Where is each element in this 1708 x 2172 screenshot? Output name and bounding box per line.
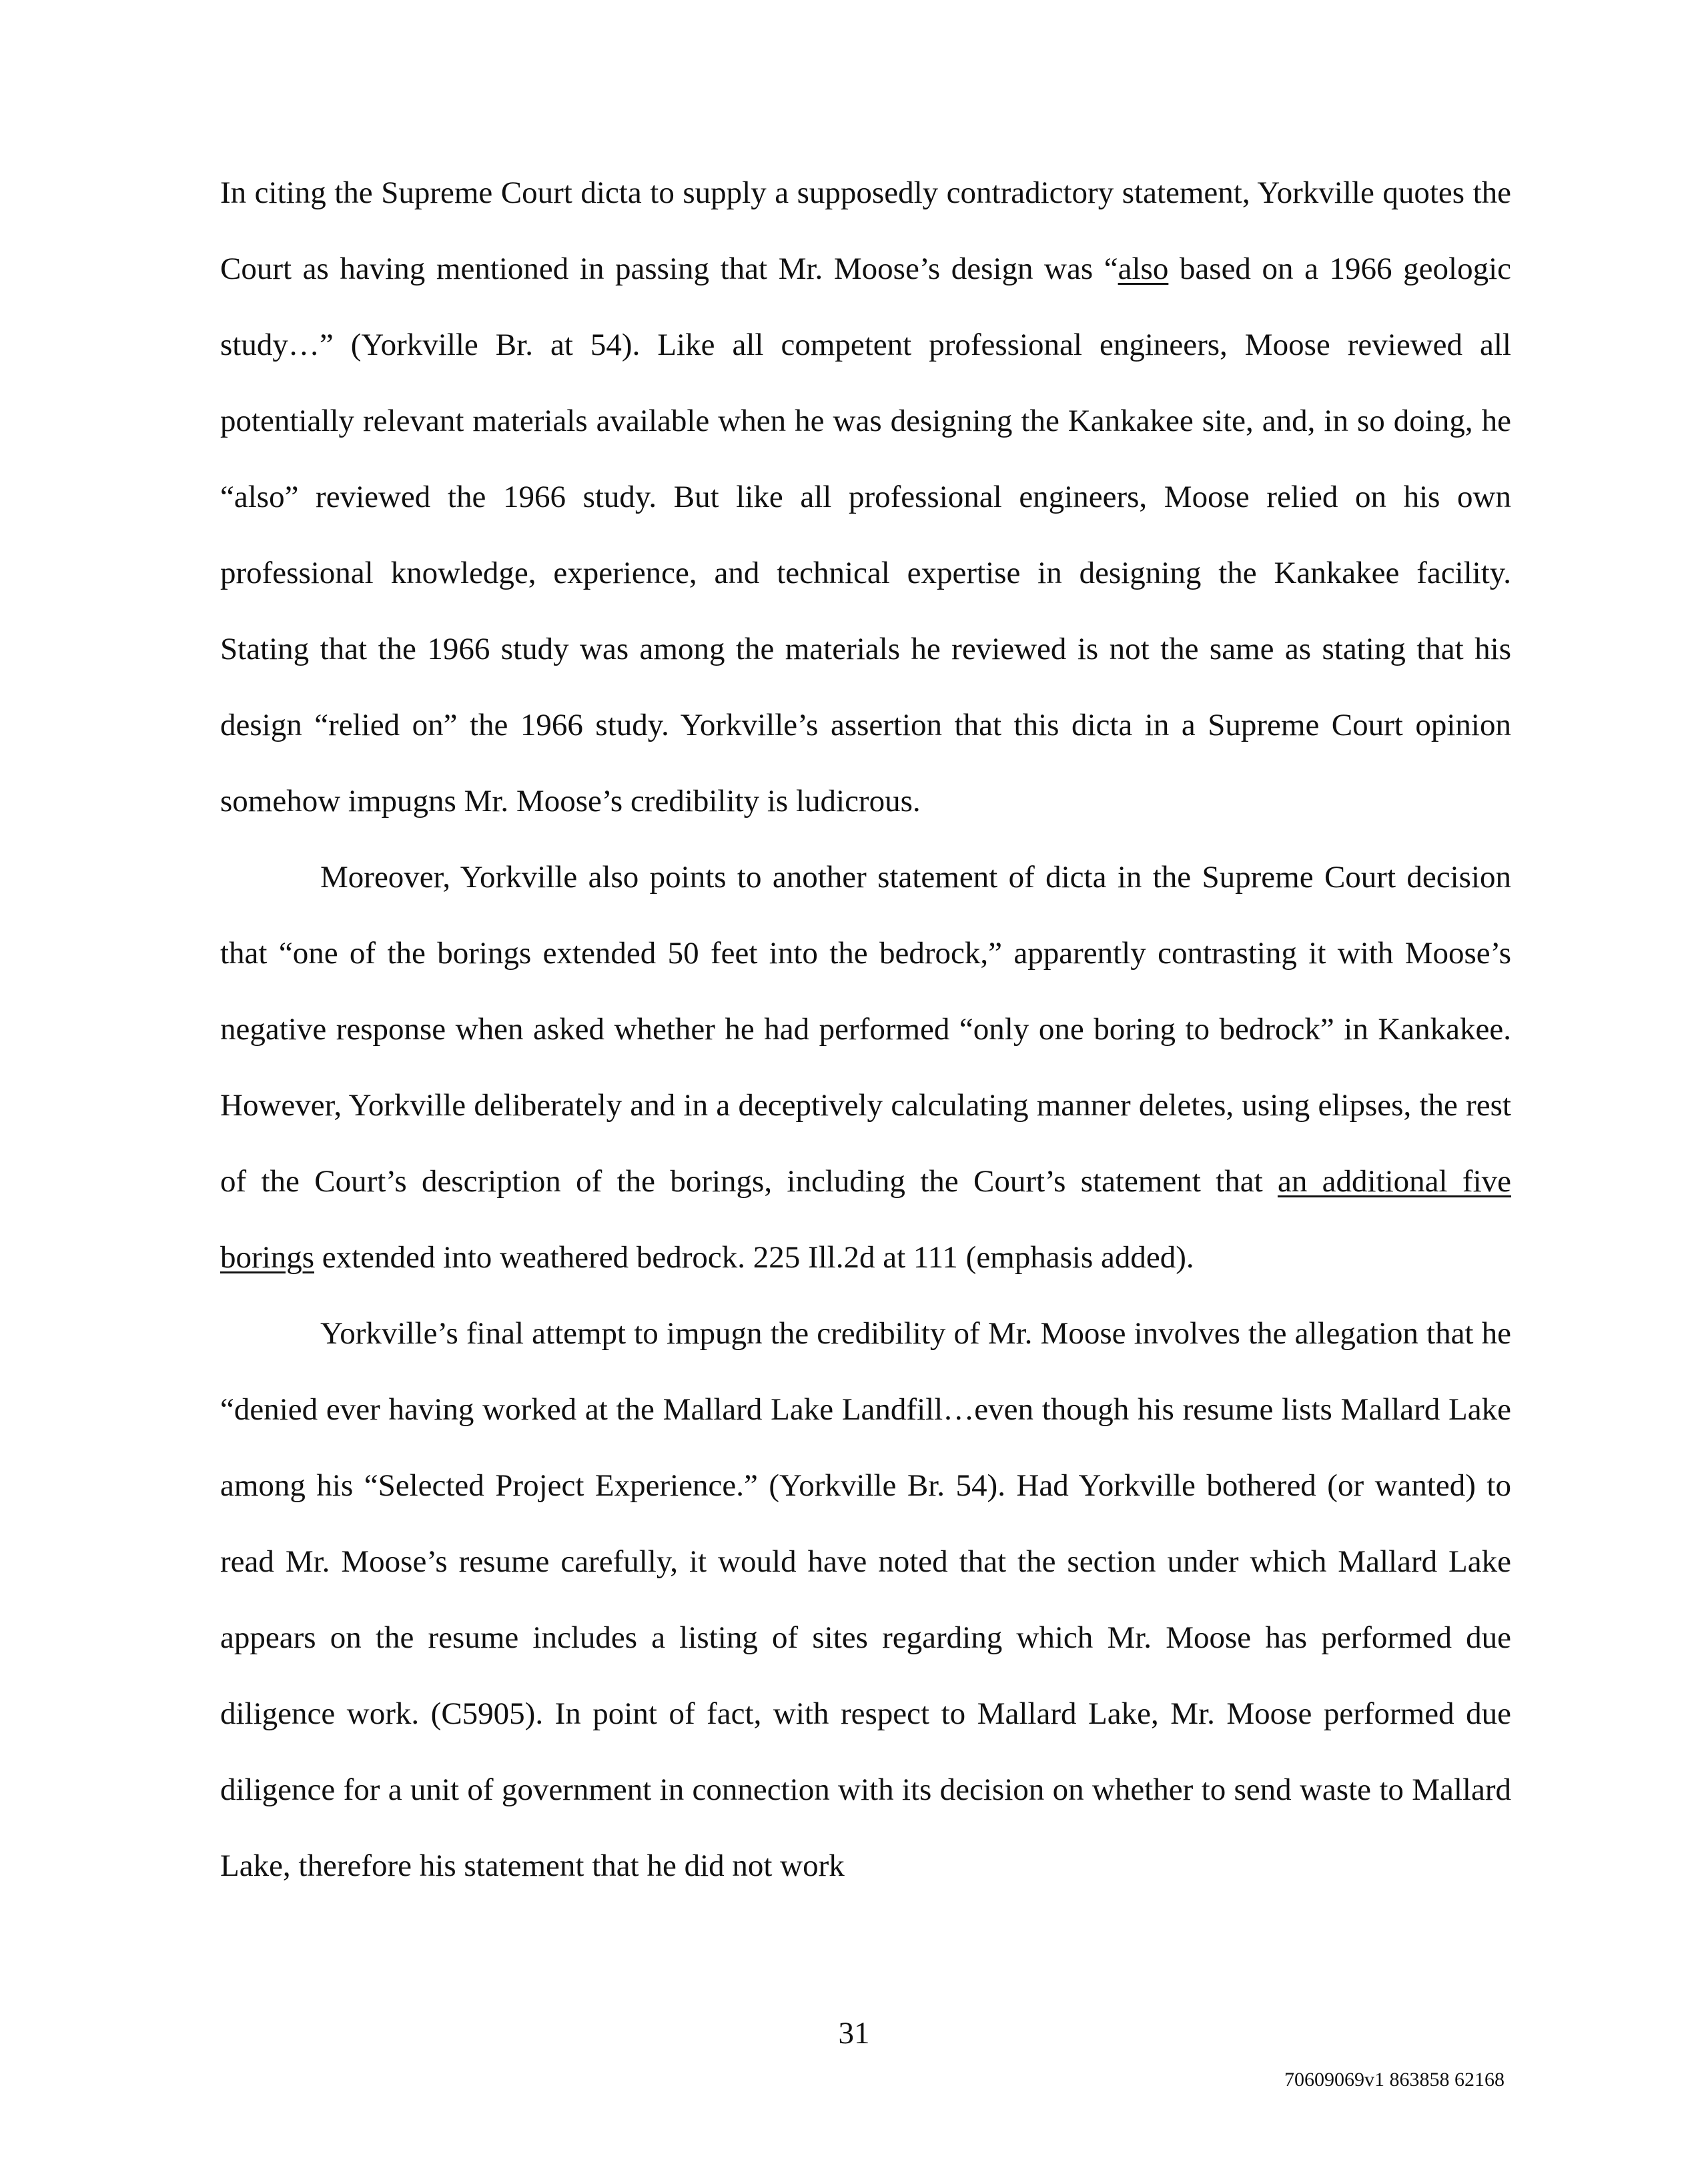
underlined-also: also (1118, 251, 1169, 286)
paragraph-1-text: In citing the Supreme Court dicta to supply a supposedly contradictory statement, Yorkville quotes the Court as having mentioned in passing that Mr. Moose’s design was “ (220, 175, 1511, 286)
paragraph-2-text-continued: extended into weathered bedrock. 225 Ill.2d at 111 (emphasis added). (314, 1240, 1194, 1275)
paragraph-2 (220, 839, 1511, 1295)
document-id: 70609069v1 863858 62168 (1284, 2069, 1505, 2091)
underlined-additional-borings: an additional five borings (220, 1164, 1511, 1275)
paragraph-1 (220, 155, 1511, 839)
paragraph-3-text: Yorkville’s final attempt to impugn the credibility of Mr. Moose involves the allegation that he “denied ever having worked at the Mallard Lake Landfill…even though his resume lists Mallard Lake among his “Selected Project Experience.” (Yorkville Br. 54). Had Yorkville bothered (or wanted) to read Mr. Moose’s resume carefully, it would have noted that the section under which Mallard Lake appears on the resume includes a listing of sites regarding which Mr. Moose has performed due diligence work. (C5905). In point of fact, with respect to Mallard Lake, Mr. Moose performed due diligence for a unit of government in connection with its decision on whether to send waste to Mallard Lake, therefore his statement that he did not work (220, 1316, 1511, 1883)
page-number: 31 (838, 2016, 870, 2051)
paragraph-1-text-continued: based on a 1966 geologic study…” (Yorkville Br. at 54). Like all competent professional engineers, Moose reviewed all potentially relevant materials available when he was designing the Kankakee site, and, in so doing, he “also” reviewed the 1966 study. But like all professional engineers, Moose relied on his own professional knowledge, experience, and technical expertise in designing the Kankakee facility. Stating that the 1966 study was among the materials he reviewed is not the same as stating that his design “relied on” the 1966 study. Yorkville’s assertion that this dicta in a Supreme Court opinion somehow impugns Mr. Moose’s credibility is ludicrous. (220, 251, 1511, 819)
paragraph-3 (220, 1295, 1511, 1904)
document-body (220, 155, 1511, 1904)
paragraph-2-text: Moreover, Yorkville also points to another statement of dicta in the Supreme Court decision that “one of the borings extended 50 feet into the bedrock,” apparently contrasting it with Moose’s negative response when asked whether he had performed “only one boring to bedrock” in Kankakee. However, Yorkville deliberately and in a deceptively calculating manner deletes, using elipses, the rest of the Court’s description of the borings, including the Court’s statement that (220, 860, 1511, 1199)
